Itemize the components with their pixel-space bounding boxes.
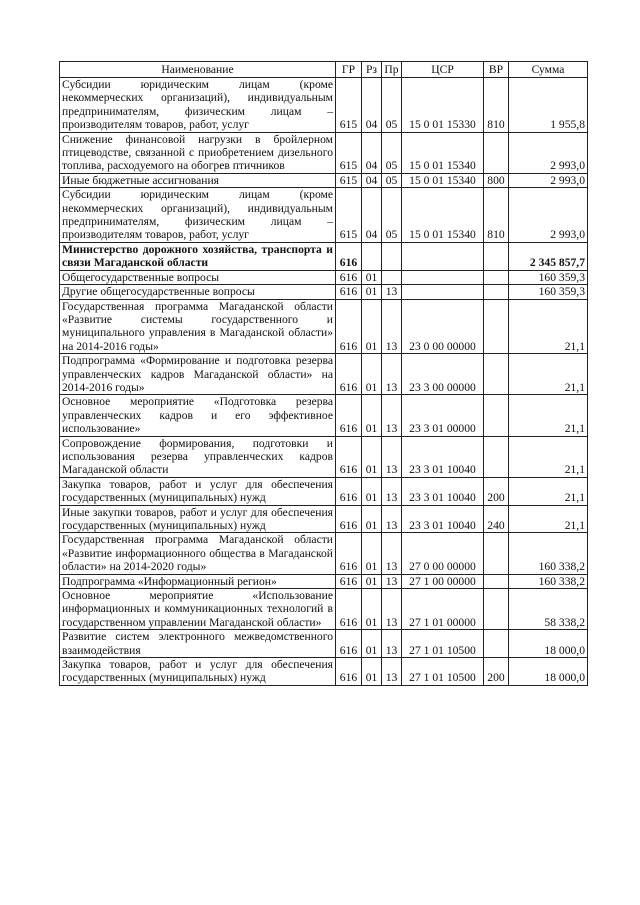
row-name-cell: Развитие систем электронного межведомственного взаимодействия bbox=[60, 630, 336, 658]
row-csr-cell: 15 0 01 15330 bbox=[402, 78, 484, 133]
row-csr-cell: 27 1 01 10500 bbox=[402, 630, 484, 658]
row-name-cell: Другие общегосударственные вопросы bbox=[60, 285, 336, 299]
row-gr-cell: 616 bbox=[336, 505, 362, 533]
row-sum-cell: 21,1 bbox=[509, 436, 588, 477]
row-sum-cell: 2 345 857,7 bbox=[509, 242, 588, 270]
row-gr-cell: 616 bbox=[336, 477, 362, 505]
row-pr-cell: 13 bbox=[382, 436, 402, 477]
row-sum-cell: 21,1 bbox=[509, 505, 588, 533]
row-name-cell: Субсидии юридическим лицам (кроме некоммерческих организаций), индивидуальным предпринимателям, физическим лицам – производителям товаров, работ, услуг bbox=[60, 78, 336, 133]
table-row bbox=[60, 188, 588, 243]
row-rz-cell: 01 bbox=[362, 630, 382, 658]
row-gr-cell: 616 bbox=[336, 299, 362, 354]
row-vr-cell bbox=[484, 270, 509, 284]
row-vr-cell: 200 bbox=[484, 477, 509, 505]
row-name-cell: Основное мероприятие «Подготовка резерва управленческих кадров и его эффективное использование» bbox=[60, 395, 336, 436]
row-pr-cell: 05 bbox=[382, 78, 402, 133]
table-row bbox=[60, 436, 588, 477]
row-vr-cell bbox=[484, 436, 509, 477]
row-gr-cell: 615 bbox=[336, 132, 362, 173]
row-rz-cell: 01 bbox=[362, 505, 382, 533]
row-vr-cell: 810 bbox=[484, 188, 509, 243]
row-rz-cell: 01 bbox=[362, 589, 382, 630]
row-rz-cell: 04 bbox=[362, 78, 382, 133]
row-sum-cell: 2 993,0 bbox=[509, 132, 588, 173]
row-vr-cell bbox=[484, 242, 509, 270]
row-gr-cell: 616 bbox=[336, 395, 362, 436]
row-pr-cell bbox=[382, 242, 402, 270]
row-gr-cell: 616 bbox=[336, 574, 362, 588]
table-row bbox=[60, 270, 588, 284]
row-pr-cell: 13 bbox=[382, 299, 402, 354]
row-sum-cell: 1 955,8 bbox=[509, 78, 588, 133]
row-csr-cell: 23 0 00 00000 bbox=[402, 299, 484, 354]
row-sum-cell: 21,1 bbox=[509, 354, 588, 395]
row-vr-cell bbox=[484, 132, 509, 173]
row-sum-cell: 21,1 bbox=[509, 395, 588, 436]
row-vr-cell bbox=[484, 299, 509, 354]
row-csr-cell: 23 3 01 10040 bbox=[402, 477, 484, 505]
row-csr-cell: 15 0 01 15340 bbox=[402, 173, 484, 187]
row-gr-cell: 616 bbox=[336, 658, 362, 686]
row-name-cell: Сопровождение формирования, подготовки и использования резерва управленческих кадров Магаданской области bbox=[60, 436, 336, 477]
row-pr-cell: 05 bbox=[382, 132, 402, 173]
row-vr-cell bbox=[484, 354, 509, 395]
row-rz-cell: 01 bbox=[362, 436, 382, 477]
row-pr-cell: 13 bbox=[382, 477, 402, 505]
row-sum-cell: 2 993,0 bbox=[509, 173, 588, 187]
row-name-cell: Основное мероприятие «Использование информационных и коммуникационных технологий в государственном управлении Магаданской области» bbox=[60, 589, 336, 630]
row-csr-cell: 23 3 01 10040 bbox=[402, 436, 484, 477]
row-vr-cell bbox=[484, 574, 509, 588]
row-sum-cell: 160 338,2 bbox=[509, 574, 588, 588]
row-pr-cell: 13 bbox=[382, 505, 402, 533]
row-rz-cell: 01 bbox=[362, 354, 382, 395]
row-vr-cell bbox=[484, 533, 509, 574]
table-row bbox=[60, 574, 588, 588]
row-pr-cell: 05 bbox=[382, 173, 402, 187]
row-rz-cell: 01 bbox=[362, 299, 382, 354]
row-name-cell: Субсидии юридическим лицам (кроме некоммерческих организаций), индивидуальным предпринимателям, физическим лицам – производителям товаров, работ, услуг bbox=[60, 188, 336, 243]
row-rz-cell: 01 bbox=[362, 658, 382, 686]
row-vr-cell bbox=[484, 395, 509, 436]
table-row bbox=[60, 395, 588, 436]
row-pr-cell bbox=[382, 270, 402, 284]
row-vr-cell bbox=[484, 630, 509, 658]
table-header bbox=[60, 62, 588, 78]
row-name-cell: Подпрограмма «Формирование и подготовка резерва управленческих кадров Магаданской области» на 2014-2016 годы» bbox=[60, 354, 336, 395]
table-row bbox=[60, 589, 588, 630]
row-sum-cell: 160 338,2 bbox=[509, 533, 588, 574]
table-row bbox=[60, 658, 588, 686]
row-csr-cell bbox=[402, 270, 484, 284]
row-rz-cell bbox=[362, 242, 382, 270]
row-vr-cell bbox=[484, 285, 509, 299]
header-csr: ЦСР bbox=[402, 62, 484, 78]
row-sum-cell: 18 000,0 bbox=[509, 658, 588, 686]
row-sum-cell: 21,1 bbox=[509, 299, 588, 354]
table-row bbox=[60, 477, 588, 505]
row-name-cell: Министерство дорожного хозяйства, транспорта и связи Магаданской области bbox=[60, 242, 336, 270]
table-row bbox=[60, 299, 588, 354]
row-gr-cell: 616 bbox=[336, 589, 362, 630]
row-vr-cell: 200 bbox=[484, 658, 509, 686]
row-pr-cell: 13 bbox=[382, 589, 402, 630]
row-pr-cell: 13 bbox=[382, 630, 402, 658]
row-name-cell: Иные закупки товаров, работ и услуг для обеспечения государственных (муниципальных) нужд bbox=[60, 505, 336, 533]
table-row bbox=[60, 242, 588, 270]
header-name: Наименование bbox=[60, 62, 336, 78]
row-pr-cell: 05 bbox=[382, 188, 402, 243]
row-sum-cell: 160 359,3 bbox=[509, 270, 588, 284]
budget-table bbox=[59, 61, 588, 686]
row-sum-cell: 58 338,2 bbox=[509, 589, 588, 630]
row-csr-cell bbox=[402, 242, 484, 270]
row-name-cell: Закупка товаров, работ и услуг для обеспечения государственных (муниципальных) нужд bbox=[60, 477, 336, 505]
row-gr-cell: 616 bbox=[336, 285, 362, 299]
row-csr-cell: 27 1 01 10500 bbox=[402, 658, 484, 686]
row-gr-cell: 616 bbox=[336, 242, 362, 270]
header-vr: ВР bbox=[484, 62, 509, 78]
row-pr-cell: 13 bbox=[382, 285, 402, 299]
row-rz-cell: 01 bbox=[362, 477, 382, 505]
row-pr-cell: 13 bbox=[382, 395, 402, 436]
row-sum-cell: 18 000,0 bbox=[509, 630, 588, 658]
table-row bbox=[60, 533, 588, 574]
row-vr-cell bbox=[484, 589, 509, 630]
row-gr-cell: 616 bbox=[336, 354, 362, 395]
row-vr-cell: 800 bbox=[484, 173, 509, 187]
row-gr-cell: 615 bbox=[336, 173, 362, 187]
row-pr-cell: 13 bbox=[382, 574, 402, 588]
row-gr-cell: 615 bbox=[336, 78, 362, 133]
row-rz-cell: 04 bbox=[362, 173, 382, 187]
row-csr-cell: 27 0 00 00000 bbox=[402, 533, 484, 574]
row-csr-cell: 15 0 01 15340 bbox=[402, 188, 484, 243]
row-csr-cell: 23 3 01 00000 bbox=[402, 395, 484, 436]
header-sum: Сумма bbox=[509, 62, 588, 78]
table-row bbox=[60, 354, 588, 395]
row-sum-cell: 160 359,3 bbox=[509, 285, 588, 299]
row-gr-cell: 616 bbox=[336, 533, 362, 574]
header-gr: ГР bbox=[336, 62, 362, 78]
row-pr-cell: 13 bbox=[382, 533, 402, 574]
row-csr-cell: 23 3 00 00000 bbox=[402, 354, 484, 395]
row-gr-cell: 616 bbox=[336, 630, 362, 658]
row-name-cell: Снижение финансовой нагрузки в бройлерном птицеводстве, связанной с приобретением дизельного топлива, расходуемого на обогрев птичников bbox=[60, 132, 336, 173]
row-rz-cell: 04 bbox=[362, 132, 382, 173]
row-rz-cell: 01 bbox=[362, 574, 382, 588]
row-csr-cell: 15 0 01 15340 bbox=[402, 132, 484, 173]
row-gr-cell: 616 bbox=[336, 270, 362, 284]
row-rz-cell: 01 bbox=[362, 285, 382, 299]
table-body bbox=[60, 78, 588, 686]
row-gr-cell: 615 bbox=[336, 188, 362, 243]
row-pr-cell: 13 bbox=[382, 658, 402, 686]
row-csr-cell: 27 1 00 00000 bbox=[402, 574, 484, 588]
row-sum-cell: 2 993,0 bbox=[509, 188, 588, 243]
row-name-cell: Подпрограмма «Информационный регион» bbox=[60, 574, 336, 588]
document-page bbox=[59, 61, 587, 686]
row-vr-cell: 810 bbox=[484, 78, 509, 133]
row-csr-cell bbox=[402, 285, 484, 299]
row-name-cell: Закупка товаров, работ и услуг для обеспечения государственных (муниципальных) нужд bbox=[60, 658, 336, 686]
table-row bbox=[60, 173, 588, 187]
row-rz-cell: 01 bbox=[362, 395, 382, 436]
row-name-cell: Иные бюджетные ассигнования bbox=[60, 173, 336, 187]
row-csr-cell: 27 1 01 00000 bbox=[402, 589, 484, 630]
row-vr-cell: 240 bbox=[484, 505, 509, 533]
table-row bbox=[60, 285, 588, 299]
row-name-cell: Государственная программа Магаданской области «Развитие системы государственного и муниципального управления в Магаданской области» на 2014-2016 годы» bbox=[60, 299, 336, 354]
row-gr-cell: 616 bbox=[336, 436, 362, 477]
row-name-cell: Государственная программа Магаданской области «Развитие информационного общества в Магаданской области» на 2014-2020 годы» bbox=[60, 533, 336, 574]
header-rz: Рз bbox=[362, 62, 382, 78]
header-pr: Пр bbox=[382, 62, 402, 78]
row-rz-cell: 01 bbox=[362, 533, 382, 574]
table-row bbox=[60, 132, 588, 173]
row-rz-cell: 04 bbox=[362, 188, 382, 243]
row-name-cell: Общегосударственные вопросы bbox=[60, 270, 336, 284]
table-row bbox=[60, 505, 588, 533]
row-pr-cell: 13 bbox=[382, 354, 402, 395]
row-rz-cell: 01 bbox=[362, 270, 382, 284]
row-sum-cell: 21,1 bbox=[509, 477, 588, 505]
row-csr-cell: 23 3 01 10040 bbox=[402, 505, 484, 533]
table-row bbox=[60, 630, 588, 658]
table-row bbox=[60, 78, 588, 133]
